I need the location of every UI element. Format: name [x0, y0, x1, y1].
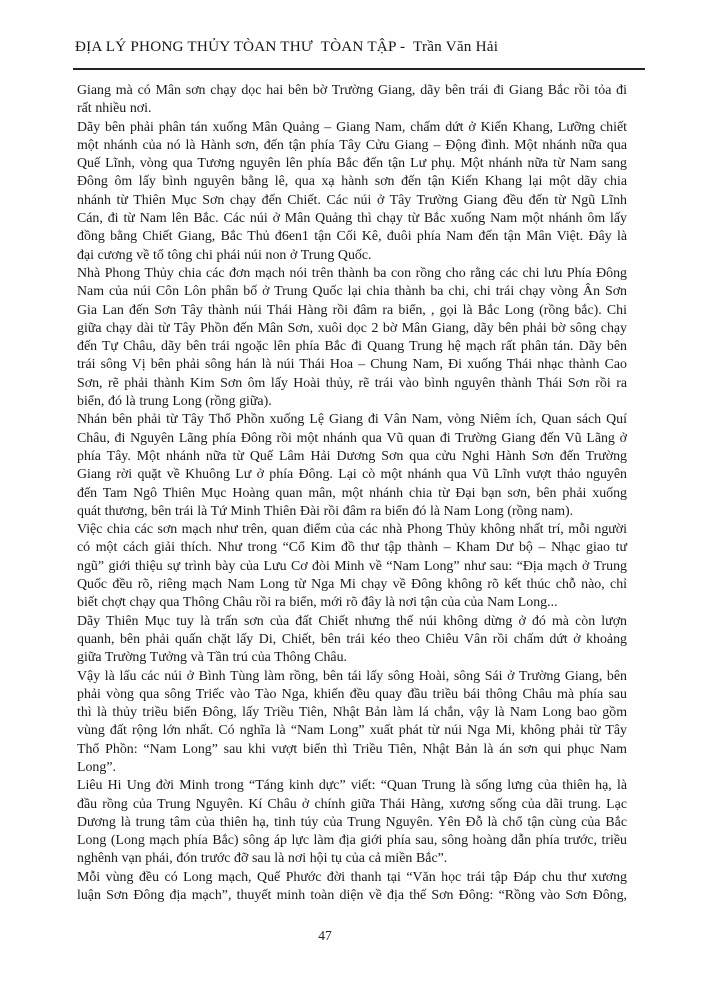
text-line: biển, đó là trung Long (rồng giữa).	[77, 394, 272, 410]
text-line: giữa chạy dài từ Tây Phồn đến Mân Sơn, xuôi dọc 2 bờ Mân Giang, dãy bên phải bờ sông chạy	[77, 320, 627, 336]
text-line: Dãy bên phải phân tán xuống Mân Quảng – Giang Nam, chấm dứt ở Kiến Khang, Lưỡng chiết	[77, 119, 627, 135]
text-line: Gia Lan đến Sơn Tây thành núi Thái Hàng rồi đâm ra biển, , gọi là Bắc Long (rồng bắc). Chi	[77, 302, 627, 318]
text-line: Thổ Phồn: “Nam Long” sau khi vượt biển thì Triều Tiên, Nhật Bản là án sơn qui phục Nam	[77, 741, 627, 757]
text-line: Nhà Phong Thủy chia các đơn mạch nói trên thành ba con rồng cho rằng các chi lưu Phía Đông	[77, 265, 627, 281]
document-body	[77, 82, 627, 905]
text-line: Quốc đều rõ, riêng mạch Nam Long từ Nga Mi chạy về Đông không rõ kết thúc chỗ nào, chỉ	[77, 577, 627, 593]
header-rule	[73, 68, 645, 70]
text-line: Long (Long mạch phía Bắc) sông áp lực làm địa giới phía sau, sông hoàng dẫn phía trước, triều	[77, 833, 627, 849]
page-header-title: ĐỊA LÝ PHONG THỦY TÒAN THƯ TÒAN TẬP - Trần Văn Hải	[75, 38, 499, 55]
text-line: Nam của núi Côn Lôn phân bố ở Trung Quốc lại chia thành ba chi, chi trái chạy vòng Ân Sơn	[77, 284, 627, 300]
text-line: Giang mà có Mân sơn chạy dọc hai bên bờ Trường Giang, dãy bên trái đi Giang Bắc rồi tỏa đi	[77, 83, 627, 98]
text-line: Long”.	[77, 759, 116, 775]
text-line: Việc chia các sơn mạch như trên, quan điểm của các nhà Phong Thủy không nhất trí, mỗi người	[77, 522, 627, 538]
text-line: nhánh từ Thiên Mục Sơn chạy đến Chiết. Các núi ở Tây Trường Giang đều đến từ Ngũ Lĩnh	[77, 192, 627, 208]
text-line: Dương là trung tâm của thiên hạ, tinh túy của Trung Nguyên. Yên Đỗ là chổ tận cùng của Bắc	[77, 814, 627, 830]
text-line: đồng bằng Chiết Giang, Bắc Thủ đ6en1 tận Cối Kê, đuôi phía Nam đến tận Mân Việt. Đây là	[77, 229, 627, 245]
text-line: phải vòng qua sông Triếc vào Tào Nga, khiến đều quay đầu triều bái thông Châu mà phía sau	[77, 686, 627, 702]
text-line: Quế Lĩnh, vòng qua Tương nguyên lên phía Bắc đến tận Lư phụ. Một nhánh nữa từ Nam sang	[77, 156, 627, 172]
text-line: Vậy là lấu các núi ở Bình Tùng làm rồng, bên tái lấy sông Hoài, sông Sái ở Trường Giang, bên	[77, 668, 627, 684]
text-line: Dãy Thiên Mục tuy là trấn sơn của đất Chiết nhưng thế núi không dừng ở đó mà còn lượn	[77, 613, 627, 629]
text-line: giữa Trường Tưởng và Tần trú của Thông Châu.	[77, 650, 347, 666]
text-line: đến Tự Châu, dãy bên trái ngoặc lên phía Bắc đi Quang Trung hệ mạch rất phân tán. Dãy bên	[77, 339, 627, 355]
text-line: Mỗi vùng đều có Long mạch, Quế Phước đời thanh tại “Văn học trái tập Đáp chu thư xương	[77, 869, 627, 885]
text-line: có một cách giải thích. Như trong “Cổ Kim đồ thư tập thành – Kham Dư bộ – Nhạc giao tư	[77, 540, 627, 556]
text-line: Cán, đi từ Nam lên Bắc. Các núi ở Mân Quảng thì chạy từ Bắc xuống Nam một nhánh ôm lấy	[77, 211, 627, 227]
text-line: Giang rời quặt về Khuông Lư ở phía Đông. Lại cò một nhánh qua Vũ Lĩnh vượt thảo nguyên	[77, 467, 627, 483]
page-number: 47	[318, 928, 332, 943]
text-line: Liêu Hi Ung đời Minh trong “Táng kinh dực” viết: “Quan Trung là sống lưng của thiên hạ, là	[77, 778, 627, 794]
text-line: đầu rồng của Trung Nguyên. Kí Châu ở chính giữa Thái Hàng, xương sống của dãi trung. Lạc	[77, 796, 627, 812]
text-line: Châu, đi Nguyên Lãng phía Đông rồi một nhánh qua Vũ quan đi Trường Giang đến Vũ Lãng ở	[77, 430, 627, 446]
text-line: trái sông Vị bên phải sông hán là núi Thái Hoa – Chung Nam, Đi xuống Thái nhạc thành Cao	[77, 357, 627, 373]
text-line: Sơn, rẽ phải thành Kim Sơn ôm lấy Hoài thủy, rẽ trái vào bình nguyên thành Thái Sơn rồi ra	[77, 375, 627, 391]
text-line: vùng đất rộng lớn nhất. Có nghĩa là “Nam Long” xuất phát từ núi Nga Mi, không phải từ Tây	[77, 723, 627, 739]
text-line: đại cương về tổ tông chi phái núi non ở Trung Quốc.	[77, 247, 372, 263]
text-line: luận Sơn Đông địa mạch”, thuyết minh toàn diện về địa thế Sơn Đông: “Rồng vào Sơn Đông,	[77, 888, 627, 904]
text-line: Đông ôm lấy bình nguyên bằng lê, qua xạ hành sơn đến tận Kiến Khang lại một dãy chia	[77, 174, 627, 190]
text-line: rất nhiều nơi.	[77, 101, 152, 117]
text-line: quát thương, bên trái là Tứ Minh Thiên Đài rồi đâm ra biển đó là Nam Long (rồng nam).	[77, 503, 574, 519]
text-line: phía Tây. Một nhánh nữa từ Quế Lâm Hải Dương Sơn qua cửu Nghi Hành Sơn đến Trường	[77, 448, 627, 464]
text-line: ngũ” giới thiệu sự trình bày của Lưu Cơ đòi Minh về “Nam Long” như sau: “Địa mạch ở Trung	[77, 558, 627, 574]
text-line: một nhánh của nó là Hành sơn, đến tận phía Tây Cửu Giang – Động đình. Một nhánh nữa qua	[77, 137, 627, 153]
text-line: quanh, bên phải quấn chặt lấy Di, Chiết, bên trái kéo theo Chiêu Vân rồi chấm dứt ở khoảng	[77, 631, 627, 647]
text-line: Nhán bên phải từ Tây Thổ Phồn xuống Lệ Giang đi Vân Nam, vòng Niêm ích, Quan sách Quí	[77, 412, 627, 428]
text-line: thì là thủy triều biển Đông, lấy Triều Tiên, Nhật Bản làm lá chắn, vậy là Nam Long bao gồm	[77, 705, 627, 721]
text-line: đến Tam Ngô Thiên Mục Hoàng quan mân, một nhánh chia từ Đại bạn sơn, bên phải xuống	[77, 485, 627, 501]
text-line: nghênh vạn phái, đón trước đỡ sau là nơi hội tụ của cả miền Bắc”.	[77, 851, 448, 867]
text-line: biết chợt chạy qua Thông Châu rồi ra biển, mới rõ đây là nơi tận của của Nam Long...	[77, 595, 558, 611]
